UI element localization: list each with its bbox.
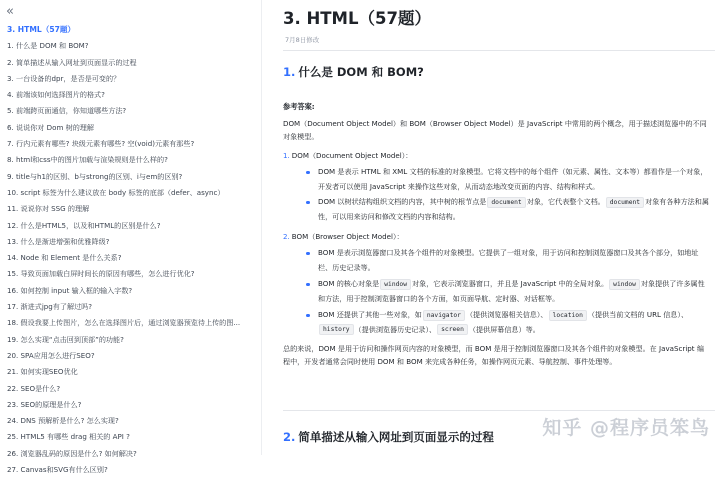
inline-code: document bbox=[487, 197, 525, 208]
text: （提供浏览器相关信息）、 bbox=[465, 310, 548, 319]
text: 对象，它代表整个文档。 bbox=[526, 197, 605, 206]
list-number: 1. bbox=[283, 151, 290, 160]
inline-code: window bbox=[609, 279, 640, 290]
bullet-item bbox=[303, 308, 711, 338]
inline-code: screen bbox=[437, 324, 468, 335]
toc-item[interactable]: 3. 一台设备的dpr，是否是可变的？ bbox=[7, 73, 121, 83]
toc-item[interactable]: 17. 渐进式jpg有了解过吗? bbox=[7, 302, 93, 312]
bom-list-item bbox=[283, 230, 404, 243]
last-modified-date: 7月8日修改 bbox=[285, 36, 320, 44]
collapse-sidebar-icon[interactable]: « bbox=[6, 4, 14, 19]
toc-item[interactable]: 4. 前端该如何选择图片的格式? bbox=[7, 90, 105, 100]
toc-item[interactable]: 27. Canvas和SVG有什么区别? bbox=[7, 465, 108, 475]
toc-item[interactable]: 21. 如何实现SEO优化 bbox=[7, 367, 78, 377]
dom-list-item bbox=[283, 149, 412, 162]
answer-label: 参考答案: bbox=[283, 102, 315, 111]
list-item-title: BOM（Browser Object Model）： bbox=[291, 232, 404, 241]
section-heading-dom-bom bbox=[283, 64, 424, 80]
toc-item[interactable]: 1. 什么是 DOM 和 BOM? bbox=[7, 41, 89, 51]
document-pane bbox=[263, 0, 720, 455]
toc-list bbox=[7, 22, 257, 478]
toc-item[interactable]: 9. title与h1的区别、b与strong的区别、i与em的区别? bbox=[7, 171, 183, 181]
inline-code: history bbox=[319, 324, 354, 335]
toc-item[interactable]: 16. 如何控制 input 输入框的输入字数? bbox=[7, 285, 133, 295]
list-item-title: DOM（Document Object Model）： bbox=[291, 151, 413, 160]
toc-item-heading[interactable]: 3. HTML（57题） bbox=[7, 25, 76, 34]
toc-item[interactable]: 19. 怎么实现“点击回到顶部”的功能? bbox=[7, 334, 124, 344]
section-number: 2. bbox=[283, 430, 296, 444]
toc-item[interactable]: 10. script 标签为什么建议放在 body 标签的底部（defer、async） bbox=[7, 187, 225, 197]
bullet-item: DOM 是表示 HTML 和 XML 文档的标准的对象模型。它将文档中的每个组件（如元素、属性、文本等）都看作是一个对象，开发者可以使用 JavaScript 来操作这些对象，从而动态地改变页面的内容、结构和样式。 bbox=[303, 165, 711, 195]
inline-code: window bbox=[380, 279, 411, 290]
divider bbox=[283, 410, 715, 411]
text: BOM 还提供了其他一些对象，如 bbox=[318, 310, 422, 319]
toc-item[interactable]: 2. 简单描述从输入网址到页面显示的过程 bbox=[7, 57, 137, 67]
toc-item[interactable]: 14. Node 和 Element 是什么关系? bbox=[7, 253, 122, 263]
intro-paragraph: DOM（Document Object Model）和 BOM（Browser Object Model）是 JavaScript 中常用的两个概念，用于描述浏览器中的不同对象模型。 bbox=[283, 119, 707, 142]
toc-item[interactable]: 11. 说说你对 SSG 的理解 bbox=[7, 204, 90, 214]
text: 对象提供了许多属性和方法，用于控制浏览器窗口的各个方面，如页面导航、定时器、对话框等。 bbox=[318, 279, 705, 303]
text: （提供当前文档的 URL 信息）、 bbox=[587, 310, 689, 319]
section-title: 什么是 DOM 和 BOM? bbox=[298, 65, 424, 79]
toc-item[interactable]: 6. 说说你对 Dom 树的理解 bbox=[7, 122, 94, 132]
bullet-item: BOM 是表示浏览器窗口及其各个组件的对象模型。它提供了一组对象，用于访问和控制浏览器窗口及其各个部分，如地址栏、历史记录等。 bbox=[303, 246, 711, 276]
section-heading-url-to-page bbox=[283, 429, 494, 445]
divider bbox=[283, 50, 715, 51]
inline-code: document bbox=[606, 197, 644, 208]
bullet-item bbox=[303, 277, 711, 307]
summary-paragraph: 总的来说，DOM 是用于访问和操作网页内容的对象模型，而 BOM 是用于控制浏览器窗口及其各个组件的对象模型。在 JavaScript 编程中，开发者通常会同时使用 DOM 和 BOM 来完成各种任务，如操作网页元素、导航控制、事件处理等。 bbox=[283, 344, 704, 367]
toc-item[interactable]: 5. 前端跨页面通信，你知道哪些方法? bbox=[7, 106, 127, 116]
text: 对象有各种方法和属性，可以用来访问和修改文档的内容和结构。 bbox=[318, 197, 709, 221]
toc-item[interactable]: 22. SEO是什么? bbox=[7, 383, 61, 393]
text: 对象，它表示浏览器窗口，并且是 JavaScript 中的全局对象。 bbox=[412, 279, 609, 288]
toc-sidebar bbox=[0, 0, 262, 475]
text: BOM 的核心对象是 bbox=[318, 279, 380, 288]
toc-item[interactable]: 8. html和css中的图片加载与渲染规则是什么样的? bbox=[7, 155, 168, 165]
list-number: 2. bbox=[283, 232, 290, 241]
toc-item[interactable]: 24. DNS 预解析是什么? 怎么实现? bbox=[7, 416, 119, 426]
toc-item[interactable]: 12. 什么是HTML5，以及和HTML的区别是什么? bbox=[7, 220, 161, 230]
bullet-item bbox=[303, 195, 711, 225]
toc-item[interactable]: 20. SPA应用怎么进行SEO? bbox=[7, 350, 95, 360]
toc-item[interactable]: 25. HTML5 有哪些 drag 相关的 API ? bbox=[7, 432, 130, 442]
text: （提供屏幕信息）等。 bbox=[468, 324, 540, 334]
inline-code: navigator bbox=[423, 310, 465, 321]
text: DOM 以树状结构组织文档的内容，其中树的根节点是 bbox=[318, 197, 487, 206]
toc-item[interactable]: 23. SEO的原理是什么? bbox=[7, 399, 82, 409]
section-title: 简单描述从输入网址到页面显示的过程 bbox=[298, 430, 494, 444]
toc-item[interactable]: 15. 导致页面加载白屏时间长的原因有哪些，怎么进行优化? bbox=[7, 269, 195, 279]
toc-item[interactable]: 13. 什么是渐进增强和优雅降级? bbox=[7, 236, 110, 246]
toc-item[interactable]: 26. 浏览器乱码的原因是什么? 如何解决? bbox=[7, 448, 137, 458]
zhihu-watermark: 知乎 @程序员笨鸟 bbox=[542, 417, 710, 439]
inline-code: location bbox=[549, 310, 587, 321]
text: （提供浏览器历史记录）、 bbox=[354, 324, 437, 334]
page-title: 3. HTML（57题） bbox=[283, 9, 431, 28]
toc-item[interactable]: 7. 行内元素有哪些? 块级元素有哪些? 空(void)元素有那些? bbox=[7, 139, 195, 149]
toc-item[interactable]: 18. 假设我要上传图片，怎么在选择图片后，通过浏览器预览待上传的图... bbox=[7, 318, 241, 328]
section-number: 1. bbox=[283, 65, 296, 79]
